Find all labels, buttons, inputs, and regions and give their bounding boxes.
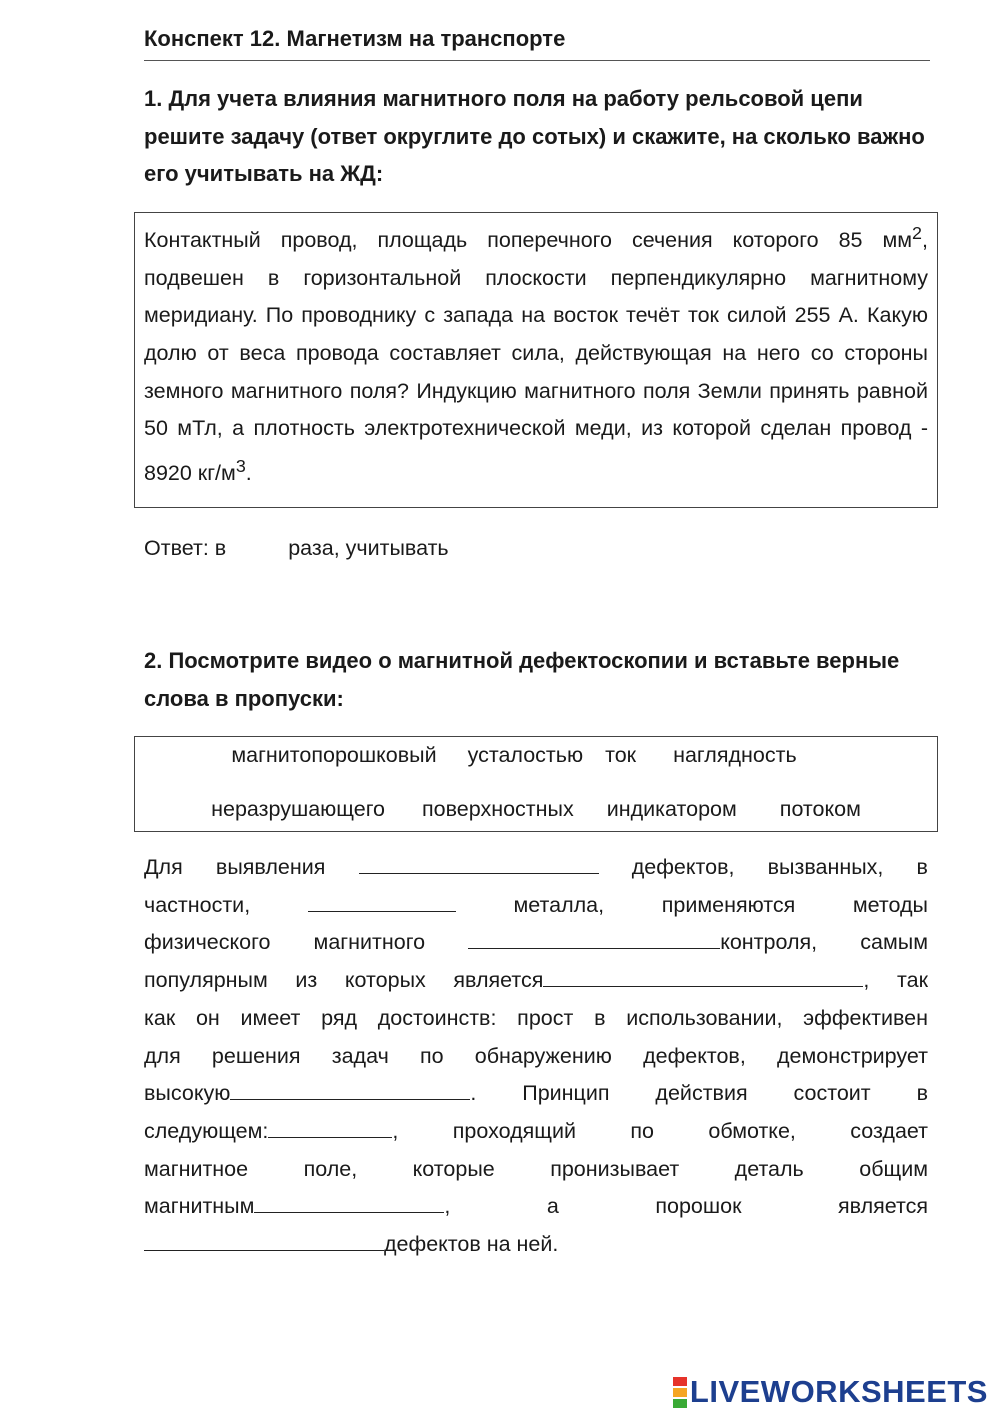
blank-input[interactable] xyxy=(144,1230,384,1251)
problem-text-part2: , подвешен в горизонтальной плоскости перпендикулярно магнитному меридиану. По проводнику с запада на восток течёт ток силой 255 А. Какую долю от веса провода составляет сила, действующая на него со стороны земного магнитного поля? Индукцию магнитного поля Земли принять равной 50 мТл, а плотность электротехнической меди, из которой сделан провод - 8920 кг/м xyxy=(144,228,928,485)
problem-text-part3: . xyxy=(245,460,252,485)
blank-input[interactable] xyxy=(230,1079,470,1100)
question-2-heading: 2. Посмотрите видео о магнитной дефектоскопии и вставьте верные слова в пропуски: xyxy=(144,648,900,711)
text-segment: частности, xyxy=(144,892,251,917)
word-bank-item: индикатором xyxy=(606,797,737,821)
text-line xyxy=(144,1075,928,1113)
word-bank xyxy=(134,736,938,832)
problem-text xyxy=(144,215,928,492)
brand-text: LIVEWORKSHEETS xyxy=(689,1374,988,1409)
word-bank-item: поверхностных xyxy=(422,797,574,821)
answer-line xyxy=(144,536,449,561)
liveworksheets-brand xyxy=(673,1374,988,1410)
text-segment: , проходящий по обмотке, создает xyxy=(392,1118,928,1143)
answer-suffix: раза, учитывать xyxy=(288,536,449,560)
text-line xyxy=(144,1188,928,1226)
text-segment: , а порошок является xyxy=(444,1194,928,1219)
text-segment: дефектов, вызванных, в xyxy=(631,855,928,879)
text-line xyxy=(144,849,928,887)
text-line: для решения задач по обнаружению дефектов, демонстрирует xyxy=(144,1043,928,1068)
superscript-3: 3 xyxy=(235,455,246,476)
text-segment: металла, применяются методы xyxy=(513,892,929,917)
word-bank-item: ток xyxy=(605,743,637,767)
text-segment: , так xyxy=(863,968,929,993)
word-bank-row-1 xyxy=(135,743,937,768)
text-line xyxy=(144,887,928,925)
page-title: Конспект 12. Магнетизм на транспорте xyxy=(144,26,930,61)
word-bank-item: усталостью xyxy=(467,743,584,767)
text-segment: магнитным xyxy=(144,1194,255,1219)
text-line xyxy=(144,1226,928,1264)
liveworksheets-logo-icon xyxy=(673,1376,687,1409)
text-line xyxy=(144,924,928,962)
text-segment: . Принцип действия состоит в xyxy=(470,1081,928,1106)
fill-in-text xyxy=(144,849,928,1264)
text-segment: популярным из которых является xyxy=(144,968,544,993)
blank-input[interactable] xyxy=(543,966,863,987)
superscript-2: 2 xyxy=(912,223,923,243)
text-segment: следующем: xyxy=(144,1118,269,1143)
text-segment: дефектов на ней. xyxy=(384,1232,559,1257)
text-segment: высокую xyxy=(144,1081,231,1106)
text-line: магнитное поле, которые пронизывает деталь общим xyxy=(144,1156,928,1181)
text-line xyxy=(144,962,928,1000)
text-segment: физического магнитного xyxy=(144,930,426,955)
text-segment: Для выявления xyxy=(144,855,326,879)
word-bank-item: потоком xyxy=(779,797,861,821)
blank-input[interactable] xyxy=(468,928,720,949)
question-1-heading: 1. Для учета влияния магнитного поля на работу рельсовой цепи решите задачу (ответ округлите до сотых) и скажите, на сколько важно его учитывать на ЖД: xyxy=(144,86,925,186)
text-segment: контроля, самым xyxy=(720,930,928,955)
answer-prefix: Ответ: в xyxy=(144,536,227,560)
text-line xyxy=(144,1113,928,1151)
problem-box xyxy=(134,212,938,508)
blank-input[interactable] xyxy=(359,853,599,874)
problem-text-part1: Контактный провод, площадь поперечного сечения которого 85 мм xyxy=(144,228,913,253)
word-bank-item: наглядность xyxy=(673,743,797,767)
blank-input[interactable] xyxy=(268,1117,392,1138)
word-bank-item: магнитопорошковый xyxy=(231,743,437,767)
word-bank-row-2 xyxy=(135,797,937,822)
word-bank-item: неразрушающего xyxy=(211,797,386,821)
text-line: как он имеет ряд достоинств: прост в использовании, эффективен xyxy=(144,1005,928,1030)
blank-input[interactable] xyxy=(308,891,456,912)
blank-input[interactable] xyxy=(254,1192,444,1213)
